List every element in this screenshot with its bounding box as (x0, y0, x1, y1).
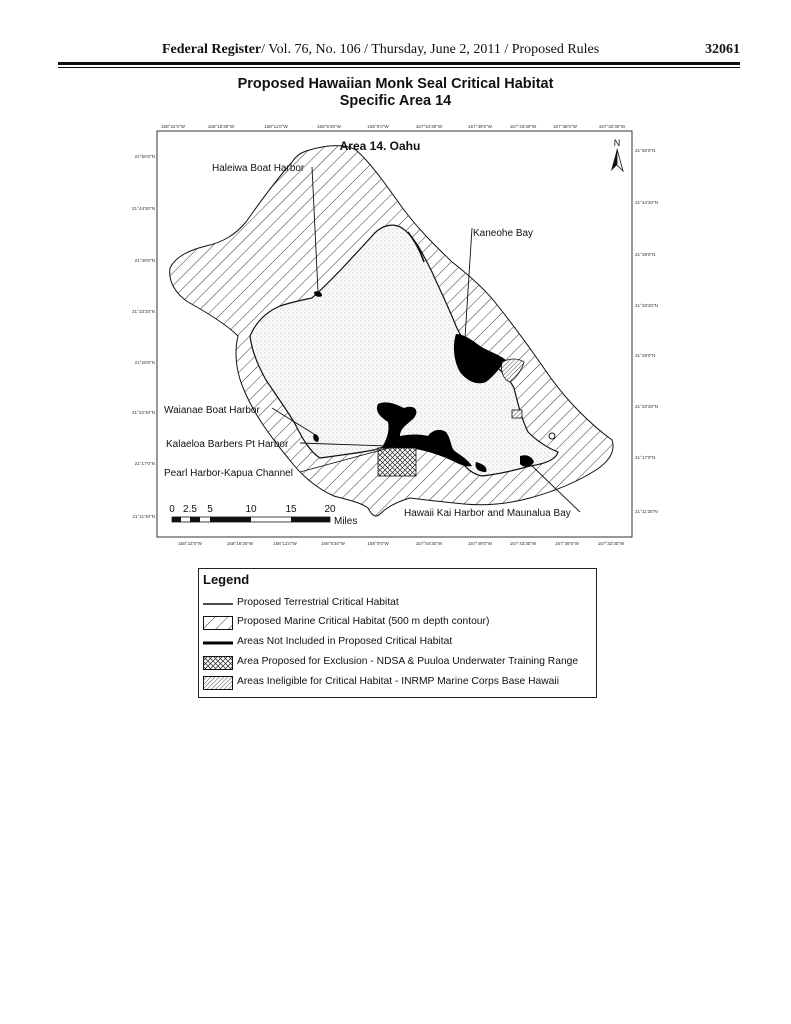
label-hawaii-kai-harbor: Hawaii Kai Harbor and Maunalua Bay (404, 508, 571, 519)
lon-label-top: 157°49'0"W (467, 124, 493, 129)
lon-label-bottom: 157°43'30"W (509, 541, 537, 546)
lat-label-right: 21°44'30"N (635, 200, 658, 205)
lon-label-top: 158°5'30"W (316, 124, 342, 129)
lat-label-left: 21°11'30"N (132, 514, 155, 519)
lat-label-right: 21°50'0"N (635, 148, 656, 153)
label-haleiwa-boat-harbor: Haleiwa Boat Harbor (212, 163, 305, 174)
lat-label-left: 21°28'0"N (134, 360, 155, 365)
scale-tick-label: 5 (207, 504, 213, 515)
issue-details: / Vol. 76, No. 106 / Thursday, June 2, 2011 / Proposed Rules (261, 42, 600, 57)
lat-label-right: 21°39'0"N (635, 252, 656, 257)
map-title: Area 14. Oahu (339, 139, 421, 153)
lon-label-top: 158°0'0"W (367, 124, 389, 129)
legend-item-label: Proposed Marine Critical Habitat (500 m depth contour) (237, 616, 490, 627)
page-number: 32061 (705, 42, 740, 57)
lat-label-right: 21°17'0"N (635, 455, 656, 460)
terrestrial-critical-habitat-spot (549, 433, 555, 439)
lat-label-left: 21°39'0"N (134, 258, 155, 263)
legend-item-ineligible (199, 675, 596, 691)
latitude-labels-left (132, 154, 155, 519)
legend-item-label: Area Proposed for Exclusion - NDSA & Puuloa Underwater Training Range (237, 656, 579, 667)
latitude-labels-right (635, 148, 658, 514)
lon-label-bottom: 157°49'0"W (467, 541, 493, 546)
scale-tick-label: 2.5 (183, 504, 197, 515)
label-kalaeloa-barbers-pt-harbor: Kalaeloa Barbers Pt Harbor (166, 439, 289, 450)
lat-label-left: 21°44'30"N (132, 206, 155, 211)
lon-label-top: 157°54'30"W (415, 124, 443, 129)
north-label: N (613, 138, 621, 148)
lon-label-bottom: 158°5'30"W (320, 541, 346, 546)
lon-label-top: 157°32'30"W (598, 124, 626, 129)
map-legend (198, 568, 597, 698)
lon-label-bottom: 157°38'0"W (554, 541, 580, 546)
legend-item-not-included (199, 635, 596, 651)
lon-label-bottom: 157°32'30"W (597, 541, 625, 546)
marine-corps-base-hawaii-area (512, 410, 522, 418)
legend-item-marine (199, 615, 596, 631)
label-waianae-boat-harbor: Waianae Boat Harbor (164, 405, 260, 416)
lon-label-top: 157°38'0"W (552, 124, 578, 129)
legend-item-label: Areas Ineligible for Critical Habitat - INRMP Marine Corps Base Hawaii (237, 676, 559, 687)
journal-name: Federal Register (162, 42, 262, 57)
scale-tick-label: 10 (245, 504, 257, 515)
legend-item-label: Areas Not Included in Proposed Critical Habitat (237, 636, 453, 647)
lon-label-bottom: 157°54'30"W (415, 541, 443, 546)
label-kaneohe-bay: Kaneohe Bay (473, 228, 534, 239)
scale-tick-label: 20 (324, 504, 336, 515)
lon-label-bottom: 158°0'0"W (367, 541, 389, 546)
ndsa-puuloa-exclusion-area (378, 448, 416, 476)
lon-label-bottom: 158°16'30"W (226, 541, 254, 546)
lon-label-top: 158°16'30"W (207, 124, 235, 129)
cross-hatch-symbol-icon (203, 656, 233, 670)
lon-label-top: 158°22'0"W (160, 124, 186, 129)
scale-unit: Miles (334, 516, 358, 527)
longitude-labels-bottom (178, 541, 625, 546)
lat-label-right: 21°28'0"N (635, 353, 656, 358)
thin-line-symbol-icon (203, 597, 233, 611)
lon-label-top: 158°11'0"W (264, 124, 288, 129)
dense-hatch-symbol-icon (203, 676, 233, 690)
lon-label-top: 157°43'30"W (509, 124, 537, 129)
longitude-labels-top (161, 124, 626, 129)
lat-label-left: 21°50'0"N (134, 154, 155, 159)
lat-label-left: 21°17'0"N (134, 461, 155, 466)
lat-label-right: 21°22'30"N (635, 404, 658, 409)
lat-label-left: 21°33'30"N (132, 309, 155, 314)
label-pearl-harbor-kapua-channel: Pearl Harbor-Kapua Channel (164, 468, 293, 479)
legend-item-exclusion (199, 655, 596, 671)
figure-title: Proposed Hawaiian Monk Seal Critical Habitat (237, 76, 554, 92)
legend-item-label: Proposed Terrestrial Critical Habitat (237, 597, 399, 608)
lat-label-right: 21°11'30"N (635, 509, 658, 514)
figure-subtitle: Specific Area 14 (339, 93, 452, 109)
lon-label-bottom: 158°11'0"W (273, 541, 297, 546)
legend-item-terrestrial (199, 596, 596, 612)
lat-label-right: 21°33'30"N (635, 303, 658, 308)
scale-tick-label: 0 (169, 504, 175, 515)
legend-title: Legend (203, 572, 250, 587)
diagonal-hatch-symbol-icon (203, 616, 233, 630)
thick-line-symbol-icon (203, 636, 233, 650)
scale-tick-label: 15 (285, 504, 297, 515)
lat-label-left: 21°22'30"N (132, 410, 155, 415)
lon-label-bottom: 158°22'0"W (177, 541, 203, 546)
